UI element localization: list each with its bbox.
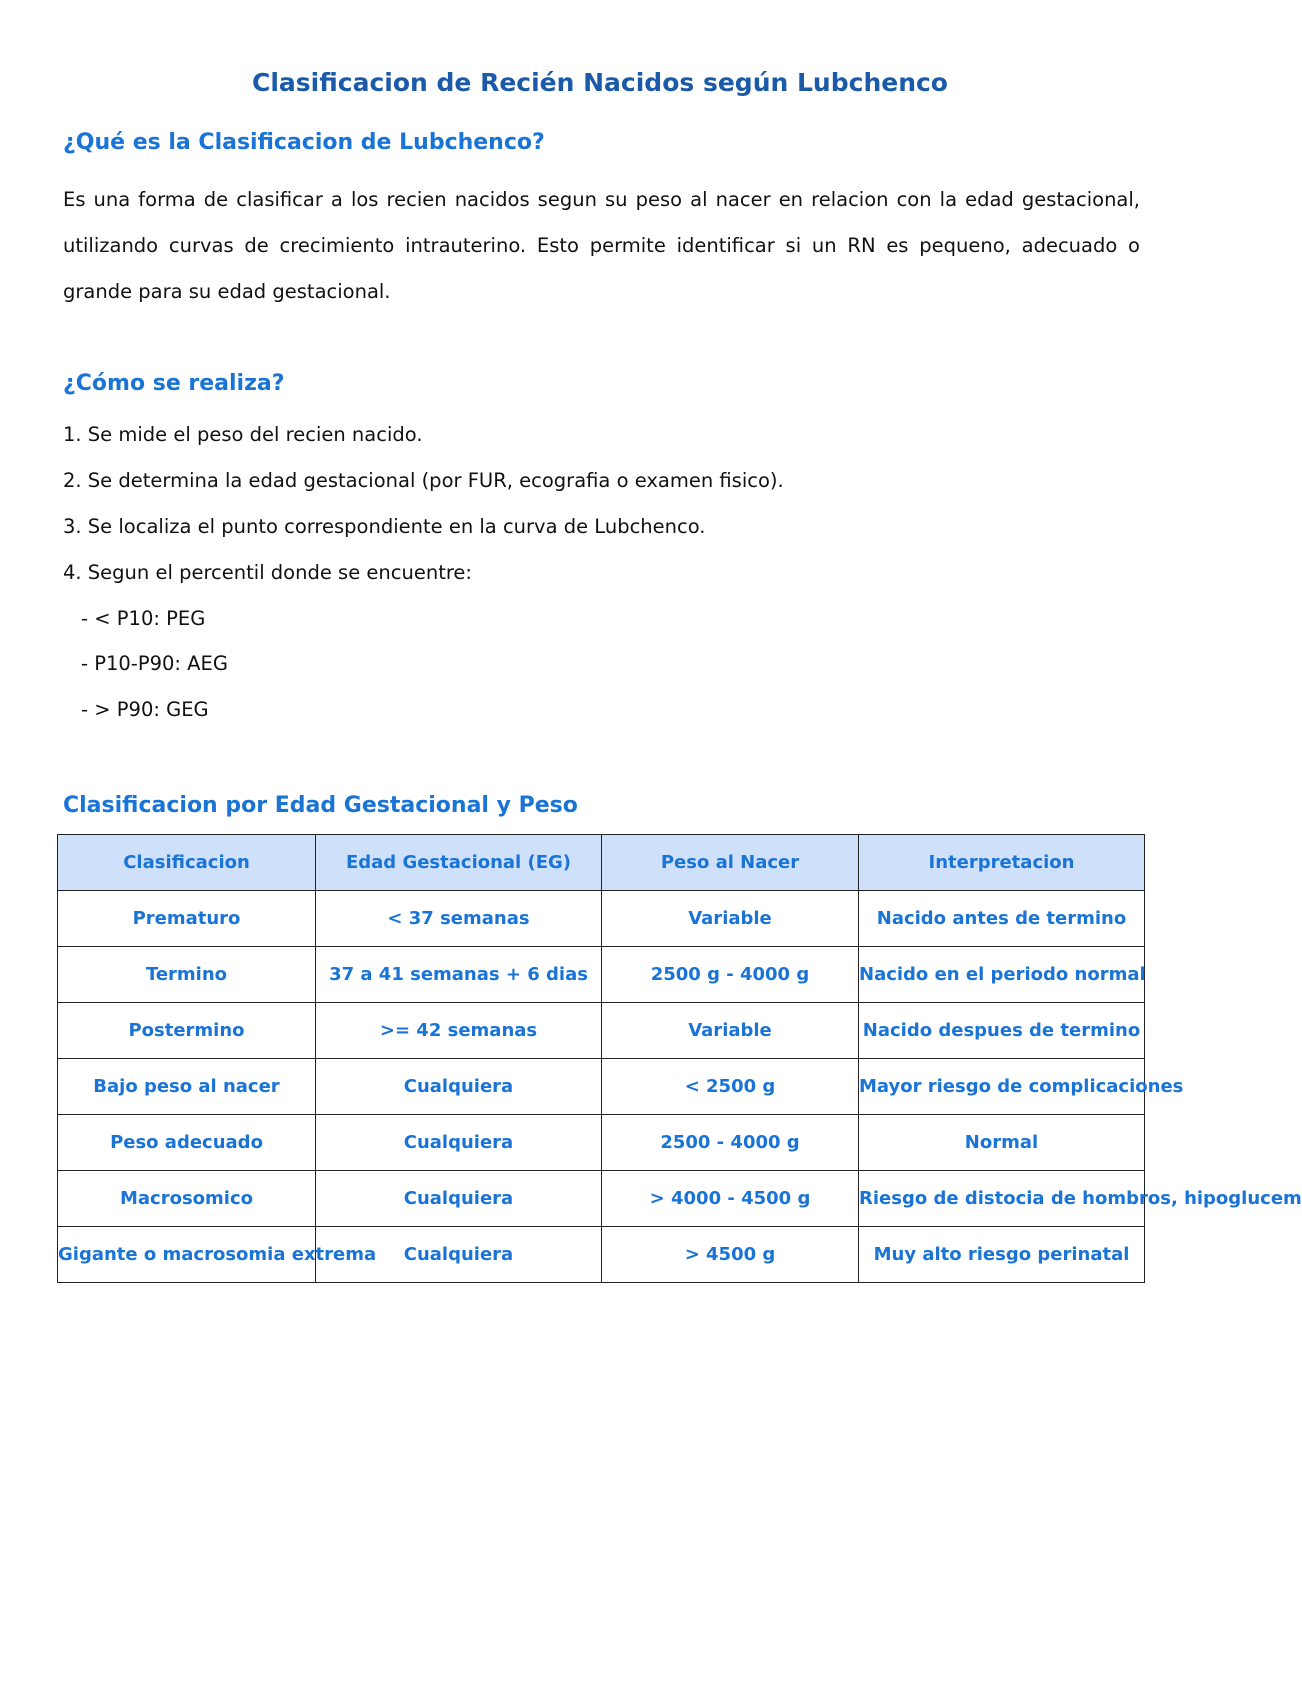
table-cell: Variable	[602, 891, 859, 947]
intro-paragraph: Es una forma de clasificar a los recien nacidos segun su peso al nacer en relacion con la edad gestacional, utilizando curvas de crecimiento intrauterino. Esto permite identificar si un RN es pequeno, adecuado o grande para su edad gestacional.	[63, 188, 1140, 303]
classification-table-wrapper	[57, 834, 1302, 1283]
table-cell: Bajo peso al nacer	[58, 1059, 316, 1115]
document-title: Clasificacion de Recién Nacidos según Lubchenco	[252, 68, 948, 97]
table-cell: > 4000 - 4500 g	[602, 1171, 859, 1227]
table-cell: 37 a 41 semanas + 6 dias	[316, 947, 602, 1003]
section-heading-que-es: ¿Qué es la Clasificacion de Lubchenco?	[63, 130, 545, 155]
classification-table	[57, 834, 1302, 1283]
column-header: Edad Gestacional (EG)	[316, 835, 602, 891]
table-row	[58, 1171, 1145, 1227]
percentile-item: - < P10: PEG	[81, 607, 206, 630]
column-header: Interpretacion	[859, 835, 1145, 891]
table-cell: 2500 g - 4000 g	[602, 947, 859, 1003]
table-row	[58, 947, 1145, 1003]
table-cell: 2500 - 4000 g	[602, 1115, 859, 1171]
table-cell: Normal	[859, 1115, 1145, 1171]
table-cell: Nacido antes de termino	[859, 891, 1145, 947]
step-item: 1. Se mide el peso del recien nacido.	[63, 423, 423, 446]
table-cell: Mayor riesgo de complicaciones	[859, 1059, 1145, 1115]
step-item: 4. Segun el percentil donde se encuentre:	[63, 561, 472, 584]
table-cell: > 4500 g	[602, 1227, 859, 1283]
table-cell: Nacido despues de termino	[859, 1003, 1145, 1059]
table-cell: Variable	[602, 1003, 859, 1059]
table-cell: Peso adecuado	[58, 1115, 316, 1171]
table-cell: < 2500 g	[602, 1059, 859, 1115]
table-cell: Muy alto riesgo perinatal	[859, 1227, 1145, 1283]
table-cell: Gigante o macrosomia extrema	[58, 1227, 316, 1283]
table-header-row	[58, 835, 1145, 891]
table-cell: Riesgo de distocia de hombros, hipoglucem	[859, 1171, 1145, 1227]
column-header: Peso al Nacer	[602, 835, 859, 891]
table-row	[58, 1059, 1145, 1115]
table-row	[58, 1227, 1145, 1283]
table-cell: Postermino	[58, 1003, 316, 1059]
table-cell: >= 42 semanas	[316, 1003, 602, 1059]
column-header: Clasificacion	[58, 835, 316, 891]
section-heading-tabla: Clasificacion por Edad Gestacional y Peso	[63, 793, 578, 818]
table-row	[58, 1115, 1145, 1171]
step-item: 3. Se localiza el punto correspondiente en la curva de Lubchenco.	[63, 515, 706, 538]
table-row	[58, 891, 1145, 947]
step-item: 2. Se determina la edad gestacional (por FUR, ecografia o examen fisico).	[63, 469, 784, 492]
table-cell: < 37 semanas	[316, 891, 602, 947]
table-cell: Cualquiera	[316, 1059, 602, 1115]
table-cell: Cualquiera	[316, 1115, 602, 1171]
table-cell: Macrosomico	[58, 1171, 316, 1227]
table-cell: Termino	[58, 947, 316, 1003]
section-heading-como: ¿Cómo se realiza?	[63, 371, 285, 396]
table-row	[58, 1003, 1145, 1059]
percentile-item: - > P90: GEG	[81, 698, 209, 721]
table-cell: Prematuro	[58, 891, 316, 947]
percentile-item: - P10-P90: AEG	[81, 652, 228, 675]
table-cell: Cualquiera	[316, 1227, 602, 1283]
table-cell: Cualquiera	[316, 1171, 602, 1227]
table-cell: Nacido en el periodo normal	[859, 947, 1145, 1003]
